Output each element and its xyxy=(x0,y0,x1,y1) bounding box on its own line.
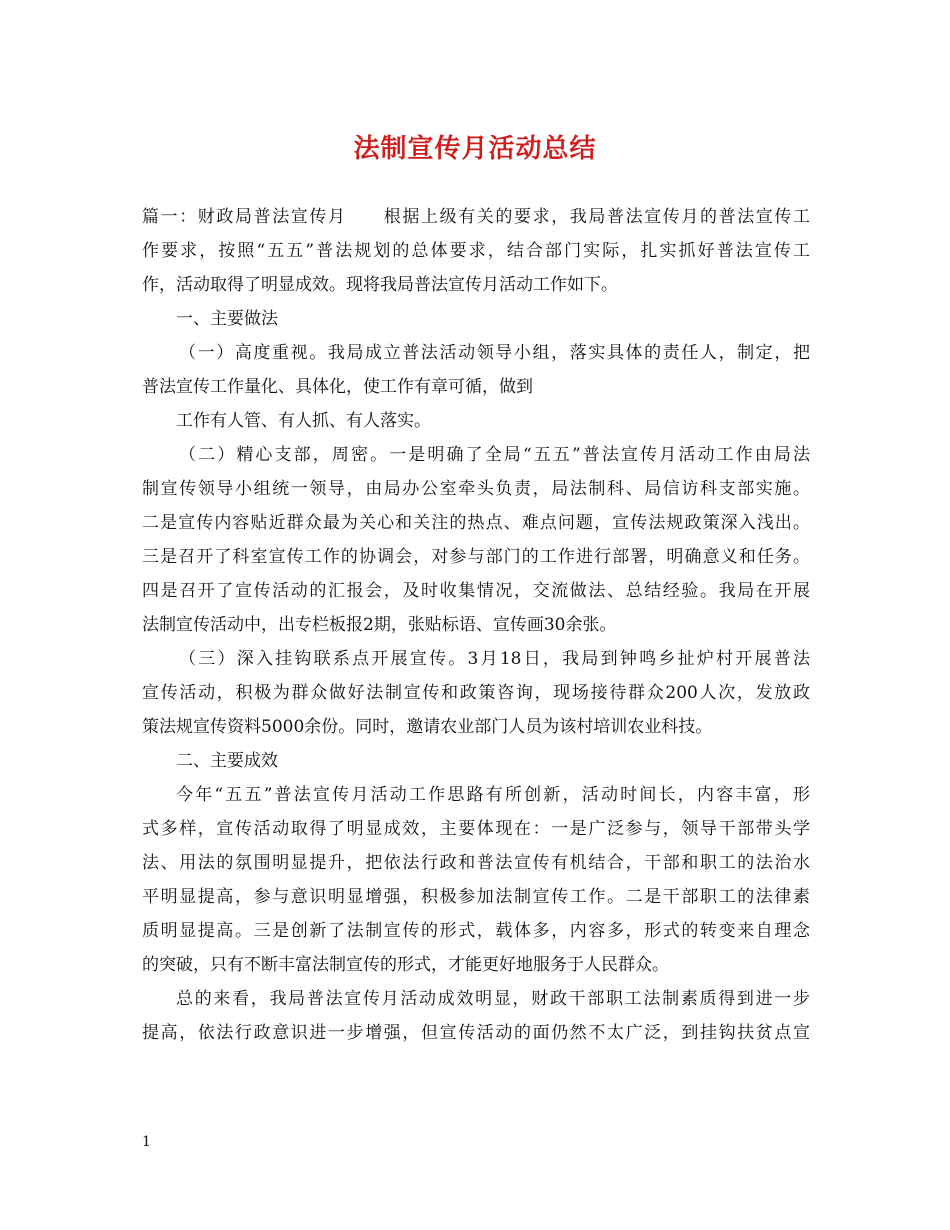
text-line: 制宣传领导小组统一领导，由局办公室牵头负责，局法制科、局信访科支部实施。 xyxy=(142,479,810,499)
page-number: 1 xyxy=(142,1134,151,1150)
text-line: 质明显提高。三是创新了法制宣传的形式，载体多，内容多，形式的转变来自理念 xyxy=(142,921,810,941)
text-line: 二是宣传内容贴近群众最为关心和关注的热点、难点问题，宣传法规政策深入浅出。 xyxy=(142,513,810,533)
document-body xyxy=(142,200,810,1050)
text-line: 策法规宣传资料5000余份。同时，邀请农业部门人员为该村培训农业科技。 xyxy=(142,717,713,737)
text-line: 的突破，只有不断丰富法制宣传的形式，才能更好地服务于人民群众。 xyxy=(142,955,669,975)
section-heading: 二、主要成效 xyxy=(176,751,278,771)
text-line: 作，活动取得了明显成效。现将我局普法宣传月活动工作如下。 xyxy=(142,275,618,295)
text-line: 篇一：财政局普法宣传月 根据上级有关的要求，我局普法宣传月的普法宣传工 xyxy=(142,207,810,227)
section-heading: 一、主要做法 xyxy=(176,309,278,329)
text-line: 宣传活动，积极为群众做好法制宣传和政策咨询，现场接待群众200人次，发放政 xyxy=(142,683,810,703)
text-line: 式多样，宣传活动取得了明显成效，主要体现在：一是广泛参与，领导干部带头学 xyxy=(142,819,810,839)
text-line: 作要求，按照“五五”普法规划的总体要求，结合部门实际，扎实抓好普法宣传工 xyxy=(142,241,810,261)
text-line: 普法宣传工作量化、具体化，使工作有章可循，做到 xyxy=(142,377,533,397)
text-line: 四是召开了宣传活动的汇报会，及时收集情况，交流做法、总结经验。我局在开展 xyxy=(142,581,810,601)
text-line: 工作有人管、有人抓、有人落实。 xyxy=(176,411,431,431)
text-line: （三）深入挂钩联系点开展宣传。3月18日，我局到钟鸣乡扯炉村开展普法 xyxy=(179,649,810,669)
text-line: 三是召开了科室宣传工作的协调会，对参与部门的工作进行部署，明确意义和任务。 xyxy=(142,547,810,567)
text-line: 提高，依法行政意识进一步增强，但宣传活动的面仍然不太广泛，到挂钩扶贫点宣 xyxy=(142,1023,810,1043)
text-line: 平明显提高，参与意识明显增强，积极参加法制宣传工作。二是干部职工的法律素 xyxy=(142,887,810,907)
text-line: （一）高度重视。我局成立普法活动领导小组，落实具体的责任人，制定，把 xyxy=(179,343,810,363)
text-line: 总的来看，我局普法宣传月活动成效明显，财政干部职工法制素质得到进一步 xyxy=(176,989,810,1009)
text-line: 法、用法的氛围明显提升，把依法行政和普法宣传有机结合，干部和职工的法治水 xyxy=(142,853,810,873)
document-title: 法制宣传月活动总结 xyxy=(353,134,597,164)
text-line: 今年“五五”普法宣传月活动工作思路有所创新，活动时间长，内容丰富，形 xyxy=(176,785,810,805)
text-line: 法制宣传活动中，出专栏板报2期，张贴标语、宣传画30余张。 xyxy=(142,615,617,635)
text-line: （二）精心支部，周密。一是明确了全局“五五”普法宣传月活动工作由局法 xyxy=(179,445,810,465)
